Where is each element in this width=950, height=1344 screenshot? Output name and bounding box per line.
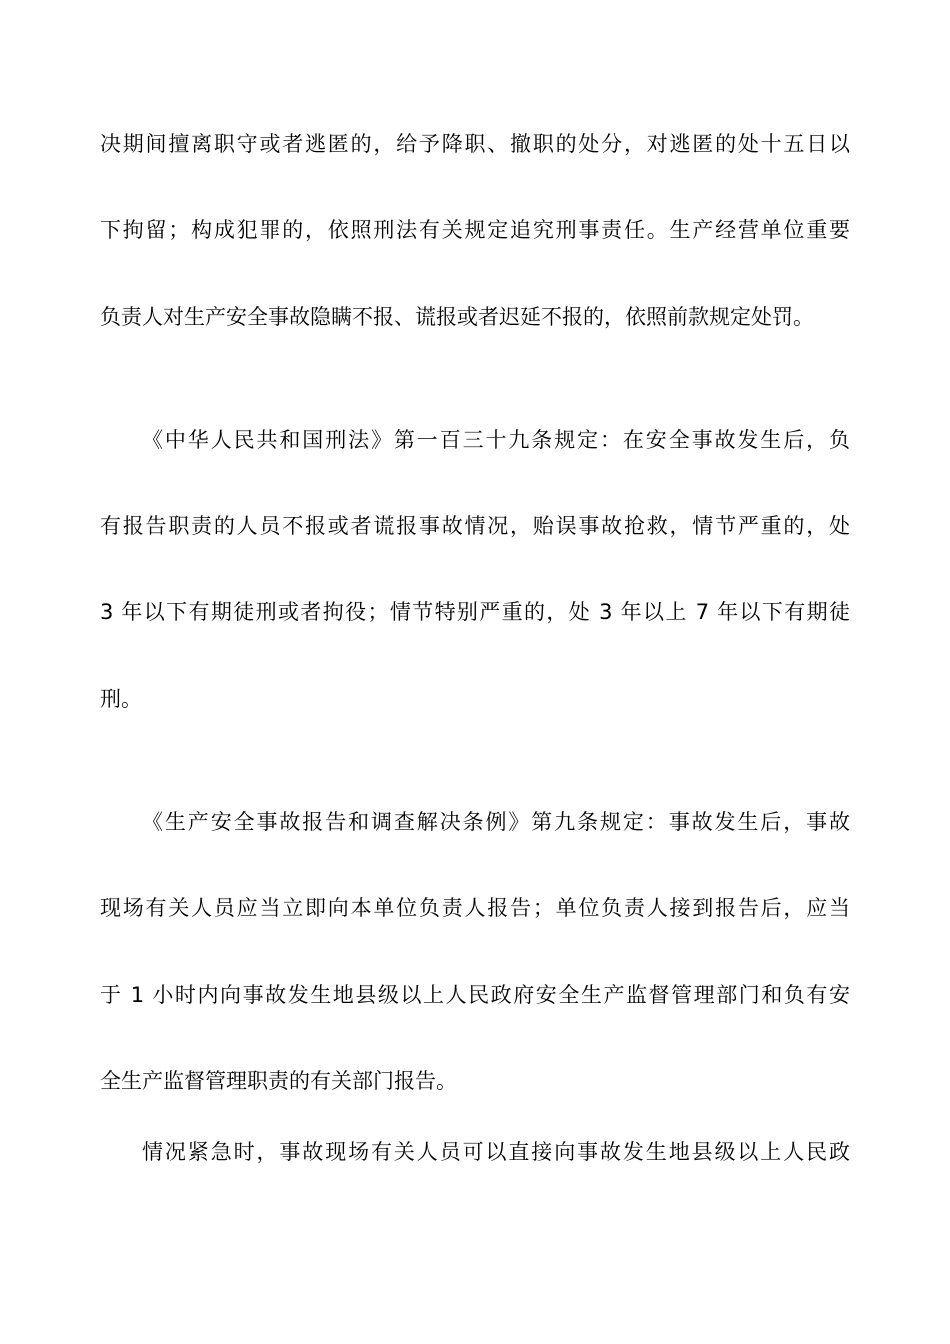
paragraph-1-line-3: 负责人对生产安全事故隐瞒不报、谎报或者迟延不报的，依照前款规定处罚。 (100, 305, 814, 329)
paragraph-2-line-4: 刑。 (100, 687, 142, 711)
paragraph-3-line-1: 《生产安全事故报告和调查解决条例》第九条规定：事故发生后，事故 (142, 810, 850, 834)
paragraph-2-line-1: 《中华人民共和国刑法》第一百三十九条规定：在安全事故发生后，负 (142, 428, 850, 452)
paragraph-3-line-4: 全生产监督管理职责的有关部门报告。 (100, 1069, 457, 1093)
paragraph-3-line-2: 现场有关人员应当立即向本单位负责人报告；单位负责人接到报告后，应当 (100, 896, 850, 920)
paragraph-1-line-1: 决期间擅离职守或者逃匿的，给予降职、撤职的处分，对逃匿的处十五日以 (100, 132, 850, 156)
paragraph-4-line-1: 情况紧急时，事故现场有关人员可以直接向事故发生地县级以上人民政 (142, 1140, 850, 1164)
paragraph-2-line-2: 有报告职责的人员不报或者谎报事故情况，贻误事故抢救，情节严重的，处 (100, 514, 850, 538)
paragraph-2-line-3: 3 年以下有期徒刑或者拘役；情节特别严重的，处 3 年以上 7 年以下有期徒 (100, 600, 850, 624)
paragraph-1-line-2: 下拘留；构成犯罪的，依照刑法有关规定追究刑事责任。生产经营单位重要 (100, 218, 850, 242)
paragraph-3-line-3: 于 1 小时内向事故发生地县级以上人民政府安全生产监督管理部门和负有安 (100, 983, 850, 1007)
